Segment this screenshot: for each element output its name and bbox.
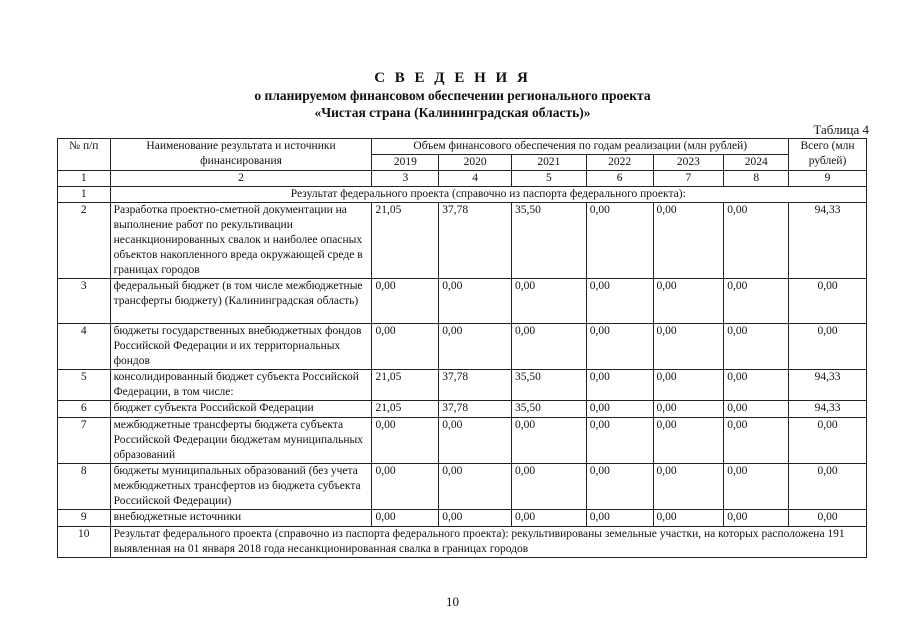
year-value-cell: 0,00 [511, 510, 586, 527]
column-number: 9 [789, 171, 867, 187]
year-value-cell: 0,00 [439, 279, 512, 324]
year-value-cell: 0,00 [372, 279, 439, 324]
table-row [58, 279, 867, 324]
year-value-cell: 37,78 [439, 370, 512, 401]
column-number: 4 [439, 171, 512, 187]
total-value-cell: 0,00 [789, 418, 867, 464]
column-numbers-row [58, 171, 867, 187]
header-year: 2022 [586, 155, 653, 171]
year-value-cell: 0,00 [372, 418, 439, 464]
header-name: Наименование результата и источники финансирования [110, 139, 372, 171]
table-label: Таблица 4 [813, 122, 869, 137]
year-value-cell: 0,00 [372, 464, 439, 510]
row-name: консолидированный бюджет субъекта Российской Федерации, в том числе: [110, 370, 372, 401]
row-number: 7 [58, 418, 111, 464]
column-number: 1 [58, 171, 111, 187]
table-row [58, 324, 867, 370]
year-value-cell: 0,00 [724, 279, 789, 324]
row-number: 3 [58, 279, 111, 324]
section-title: Результат федерального проекта (справочно из паспорта федерального проекта): [110, 187, 866, 203]
header-total: Всего (млн рублей) [789, 139, 867, 171]
row-name: бюджет субъекта Российской Федерации [110, 401, 372, 418]
year-value-cell: 0,00 [724, 401, 789, 418]
row-name: федеральный бюджет (в том числе межбюджетные трансферты бюджету) (Калининградская область) [110, 279, 372, 324]
column-number: 7 [653, 171, 724, 187]
row-number: 5 [58, 370, 111, 401]
table-header-row [58, 139, 867, 155]
year-value-cell: 0,00 [439, 324, 512, 370]
year-value-cell: 0,00 [511, 279, 586, 324]
header-year: 2023 [653, 155, 724, 171]
year-value-cell: 0,00 [439, 510, 512, 527]
row-name: бюджеты государственных внебюджетных фондов Российской Федерации и их территориальных фондов [110, 324, 372, 370]
page-number: 10 [446, 594, 459, 609]
year-value-cell: 37,78 [439, 203, 512, 279]
year-value-cell: 0,00 [653, 279, 724, 324]
row-name: межбюджетные трансферты бюджета субъекта Российской Федерации бюджетам муниципальных образований [110, 418, 372, 464]
year-value-cell: 0,00 [586, 401, 653, 418]
total-value-cell: 94,33 [789, 401, 867, 418]
total-value-cell: 94,33 [789, 203, 867, 279]
header-year: 2019 [372, 155, 439, 171]
row-number: 9 [58, 510, 111, 527]
year-value-cell: 21,05 [372, 370, 439, 401]
year-value-cell: 0,00 [372, 510, 439, 527]
year-value-cell: 0,00 [653, 418, 724, 464]
year-value-cell: 0,00 [724, 203, 789, 279]
year-value-cell: 0,00 [653, 203, 724, 279]
document-subtitle-line1: о планируемом финансовом обеспечении регионального проекта [254, 88, 651, 103]
table-row [58, 401, 867, 418]
year-value-cell: 0,00 [724, 510, 789, 527]
year-value-cell: 21,05 [372, 401, 439, 418]
column-number: 5 [511, 171, 586, 187]
year-value-cell: 0,00 [724, 418, 789, 464]
row-name: внебюджетные источники [110, 510, 372, 527]
year-value-cell: 0,00 [586, 370, 653, 401]
column-number: 8 [724, 171, 789, 187]
table-row [58, 370, 867, 401]
year-value-cell: 0,00 [586, 418, 653, 464]
year-value-cell: 0,00 [724, 464, 789, 510]
year-value-cell: 0,00 [653, 510, 724, 527]
year-value-cell: 35,50 [511, 370, 586, 401]
final-result-text: Результат федерального проекта (справочно из паспорта федерального проекта): рекультивированы земельные участки, на которых расположена 191 выявленная на 01 января 2018 года несанкционированная свалка в границах городов [110, 527, 866, 558]
column-number: 2 [110, 171, 372, 187]
total-value-cell: 0,00 [789, 464, 867, 510]
row-name: бюджеты муниципальных образований (без учета межбюджетных трансфертов из бюджета субъекта Российской Федерации) [110, 464, 372, 510]
table-row [58, 510, 867, 527]
year-value-cell: 0,00 [511, 418, 586, 464]
year-value-cell: 0,00 [511, 324, 586, 370]
header-year: 2024 [724, 155, 789, 171]
header-year: 2021 [511, 155, 586, 171]
section-row [58, 187, 867, 203]
row-number: 2 [58, 203, 111, 279]
row-number: 1 [58, 187, 111, 203]
year-value-cell: 21,05 [372, 203, 439, 279]
header-no: № п/п [58, 139, 111, 171]
financing-table [57, 138, 867, 558]
year-value-cell: 35,50 [511, 401, 586, 418]
year-value-cell: 0,00 [653, 401, 724, 418]
document-title: С В Е Д Е Н И Я [374, 70, 531, 86]
total-value-cell: 94,33 [789, 370, 867, 401]
year-value-cell: 0,00 [586, 464, 653, 510]
year-value-cell: 0,00 [439, 464, 512, 510]
year-value-cell: 35,50 [511, 203, 586, 279]
year-value-cell: 0,00 [653, 464, 724, 510]
year-value-cell: 0,00 [653, 370, 724, 401]
total-value-cell: 0,00 [789, 279, 867, 324]
year-value-cell: 0,00 [653, 324, 724, 370]
final-result-row [58, 527, 867, 558]
row-number: 10 [58, 527, 111, 558]
header-volume: Объем финансового обеспечения по годам реализации (млн рублей) [372, 139, 789, 155]
table-row [58, 464, 867, 510]
total-value-cell: 0,00 [789, 324, 867, 370]
year-value-cell: 0,00 [372, 324, 439, 370]
table-row [58, 418, 867, 464]
row-number: 8 [58, 464, 111, 510]
row-number: 4 [58, 324, 111, 370]
table-row [58, 203, 867, 279]
total-value-cell: 0,00 [789, 510, 867, 527]
year-value-cell: 0,00 [586, 203, 653, 279]
year-value-cell: 0,00 [586, 324, 653, 370]
year-value-cell: 0,00 [724, 370, 789, 401]
row-name: Разработка проектно-сметной документации на выполнение работ по рекультивации несанкционированных свалок и наиболее опасных объектов накопленного вреда окружающей среде в границах городов [110, 203, 372, 279]
header-year: 2020 [439, 155, 512, 171]
year-value-cell: 0,00 [511, 464, 586, 510]
document-subtitle-line2: «Чистая страна (Калининградская область)» [314, 105, 591, 120]
year-value-cell: 0,00 [586, 279, 653, 324]
year-value-cell: 37,78 [439, 401, 512, 418]
year-value-cell: 0,00 [724, 324, 789, 370]
year-value-cell: 0,00 [586, 510, 653, 527]
column-number: 6 [586, 171, 653, 187]
column-number: 3 [372, 171, 439, 187]
row-number: 6 [58, 401, 111, 418]
year-value-cell: 0,00 [439, 418, 512, 464]
